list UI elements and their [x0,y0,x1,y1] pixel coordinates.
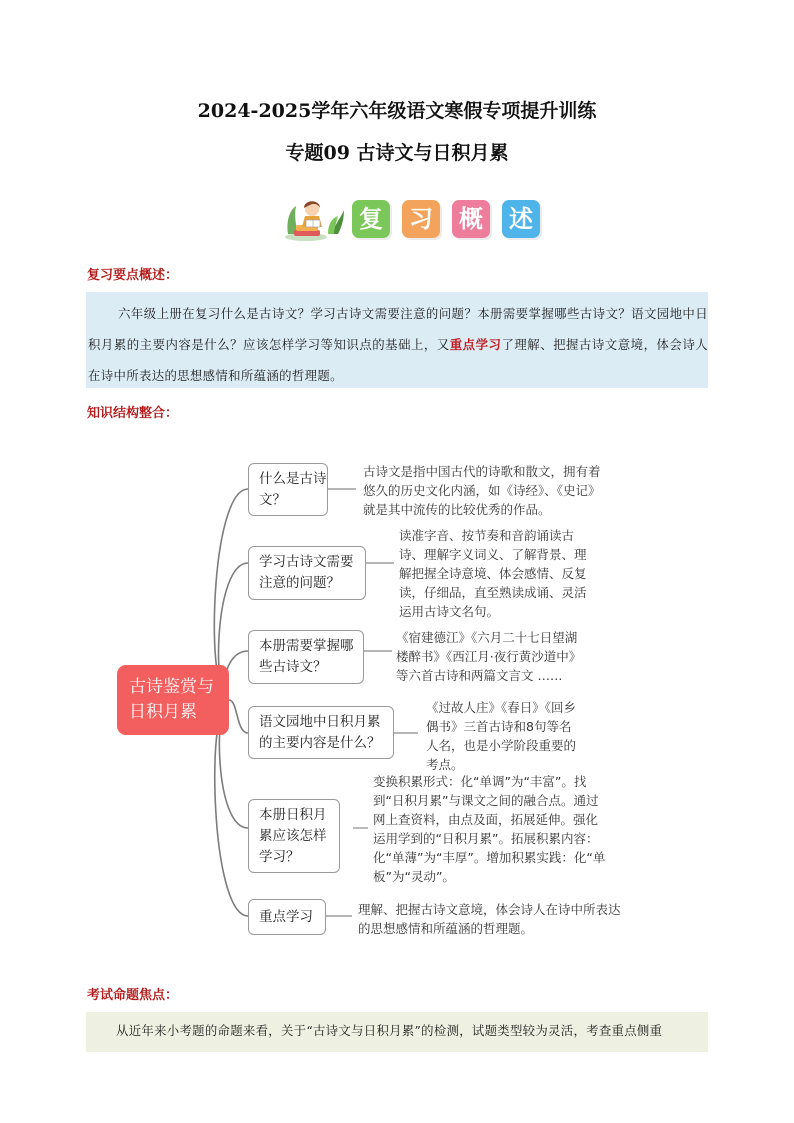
mindmap-center-node: 古诗鉴赏与日积月累 [117,665,229,735]
mindmap-desc-what-is-poetry: 古诗文是指中国古代的诗歌和散文，拥有着悠久的历史文化内涵，如《诗经》、《史记》就是其中流传的比较优秀的作品。 [363,464,601,517]
branch-label: 本册日积月累应该怎样学习？ [259,806,327,865]
overview-emphasis: 重点学习 [449,337,502,352]
banner-tile-3: 概 [452,200,490,238]
mindmap-branch-what-is-poetry [248,463,328,516]
exam-section-label: 考试命题焦点： [87,988,179,1003]
mindmap-branch-daily-accumulation [248,706,394,759]
document-subtitle: 专题09 古诗文与日积月累 [285,142,509,164]
banner-tile-1: 复 [352,200,390,238]
mindmap-desc-key-points: 理解、把握古诗文意境，体会诗人在诗中所表达的思想感情和所蕴涵的哲理题。 [358,902,621,936]
mindmap-branch-learning-notes [248,546,366,600]
mindmap-branch-required-poems [248,630,364,684]
branch-label: 重点学习 [259,908,313,925]
branch-label: 本册需要掌握哪些古诗文？ [259,638,354,675]
mindmap-desc-learning-notes: 读准字音、按节奏和音韵诵读古诗、理解字义词义、了解背景、理解把握全诗意境、体会感情、反复读，仔细品，直至熟读成诵、灵活运用古诗文名句。 [399,528,587,619]
mindmap-branch-key-points [248,899,326,935]
banner-tile-2: 习 [402,200,440,238]
banner-tile-4: 述 [502,200,540,238]
exam-focus-box [86,1012,708,1052]
overview-section-label: 复习要点概述： [87,268,179,283]
mindmap-desc-required-poems: 《宿建德江》《六月二十七日望湖楼醉书》《西江月·夜行黄沙道中》等六首古诗和两篇文言文 …… [396,630,582,683]
mindmap-desc-daily-accumulation: 《过故人庄》《春日》《回乡偶书》三首古诗和8句等名人名，也是小学阶段重要的考点。 [426,700,577,772]
mindmap-desc-how-to-learn: 变换积累形式：化“单调”为“丰富”。找到“日积月累”与课文之间的融合点。通过网上查资料，由点及面，拓展延伸。强化运用学到的“日积月累”。拓展积累内容：化“单薄”为“丰厚”。增加积累实践：化“单板”为“灵动”。 [373,774,606,884]
overview-text-2: 了理解、把握古诗文意境，体会诗人在诗中所表达的思想感情和所蕴涵的哲理题。 [88,337,708,383]
mindmap-branch-how-to-learn [248,799,340,873]
branch-label: 语文园地中日积月累的主要内容是什么？ [259,713,381,751]
structure-section-label: 知识结构整合： [87,406,179,421]
exam-focus-text: 从近年来小考题的命题来看，关于“古诗文与日积月累”的检测，试题类型较为灵活，考查重点侧重 [116,1023,663,1038]
branch-label: 学习古诗文需要注意的问题？ [259,554,354,591]
branch-label: 什么是古诗文？ [259,470,327,508]
document-title: 2024-2025学年六年级语文寒假专项提升训练 [197,100,597,122]
overview-text-1: 六年级上册在复习什么是古诗文？学习古诗文需要注意的问题？本册需要掌握哪些古诗文？语文园地中日积月累的主要内容是什么？应该怎样学习等知识点的基础上，又 [88,306,708,352]
